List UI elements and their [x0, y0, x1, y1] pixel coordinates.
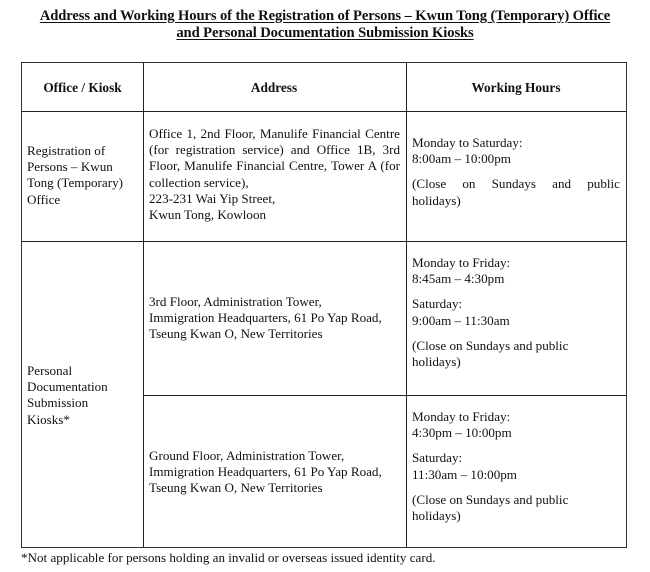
footnote: *Not applicable for persons holding an invalid or overseas issued identity card.: [21, 550, 436, 565]
document-title: [10, 8, 640, 42]
office-name-line: Persons – Kwun: [27, 159, 113, 175]
hours-kiosk-3rd-floor: [412, 255, 620, 370]
hours-time: 4:30pm – 10:00pm: [412, 425, 512, 441]
hours-note: (Close on Sundays and public: [412, 337, 569, 353]
hours-note: (Close on Sundays and public holidays): [412, 176, 620, 208]
title-line-2: and Personal Documentation Submission Kiosks: [176, 25, 474, 41]
title-line-1: Address and Working Hours of the Registration of Persons – Kwun Tong (Temporary) Office: [39, 8, 611, 24]
address-rop: [149, 126, 400, 223]
address-line: 3rd Floor, Administration Tower,: [149, 294, 322, 309]
hours-days: Monday to Friday:: [412, 255, 511, 270]
address-line: Immigration Headquarters, 61 Po Yap Road,: [149, 310, 382, 326]
address-kiosk-3rd-floor: [149, 294, 404, 343]
hours-note: holidays): [412, 354, 461, 370]
row-divider: [22, 241, 626, 242]
hours-days: Saturday:: [412, 296, 463, 312]
hours-note: (Close on Sundays and public: [412, 491, 569, 507]
office-hours-table: [21, 62, 627, 548]
hours-days: Monday to Saturday:: [412, 135, 523, 150]
office-name-line: Registration of: [27, 143, 106, 158]
office-name-line: Submission: [27, 395, 89, 411]
hours-note: holidays): [412, 508, 461, 524]
header-office-kiosk: Office / Kiosk: [43, 80, 122, 95]
hours-days: Saturday:: [412, 450, 463, 466]
hours-kiosk-ground-floor: [412, 409, 620, 524]
hours-time: 8:00am – 10:00pm: [412, 151, 511, 167]
office-name-rop: [27, 143, 141, 208]
hours-rop: [412, 135, 620, 209]
office-name-line: Personal: [27, 363, 73, 378]
hours-time: 8:45am – 4:30pm: [412, 271, 505, 287]
address-line: Tseung Kwan O, New Territories: [149, 480, 323, 496]
office-name-line: Documentation: [27, 379, 108, 395]
address-text: Office 1, 2nd Floor, Manulife Financial Centre (for registration service) and Office 1B, 3rd Floor, Manulife Financial Centre, Tower A (for collection service),: [149, 126, 400, 190]
header-working-hours: Working Hours: [471, 80, 561, 95]
header-divider: [22, 111, 626, 112]
hours-days: Monday to Friday:: [412, 409, 511, 424]
address-line: Kwun Tong, Kowloon: [149, 207, 267, 223]
office-name-line: Tong (Temporary): [27, 175, 123, 191]
column-divider-1: [143, 63, 144, 547]
column-divider-2: [406, 63, 407, 547]
office-name-line: Office: [27, 191, 61, 207]
office-name-line: Kiosks*: [27, 411, 70, 427]
office-name-kiosks: [27, 363, 141, 428]
address-line: Tseung Kwan O, New Territories: [149, 326, 323, 342]
address-line: Immigration Headquarters, 61 Po Yap Road,: [149, 464, 382, 480]
hours-time: 11:30am – 10:00pm: [412, 466, 517, 482]
address-line: 223-231 Wai Yip Street,: [149, 190, 276, 206]
kiosk-location-divider: [143, 395, 626, 396]
address-kiosk-ground-floor: [149, 448, 404, 497]
hours-time: 9:00am – 11:30am: [412, 312, 510, 328]
header-address: Address: [250, 80, 298, 95]
address-line: Ground Floor, Administration Tower,: [149, 448, 345, 463]
